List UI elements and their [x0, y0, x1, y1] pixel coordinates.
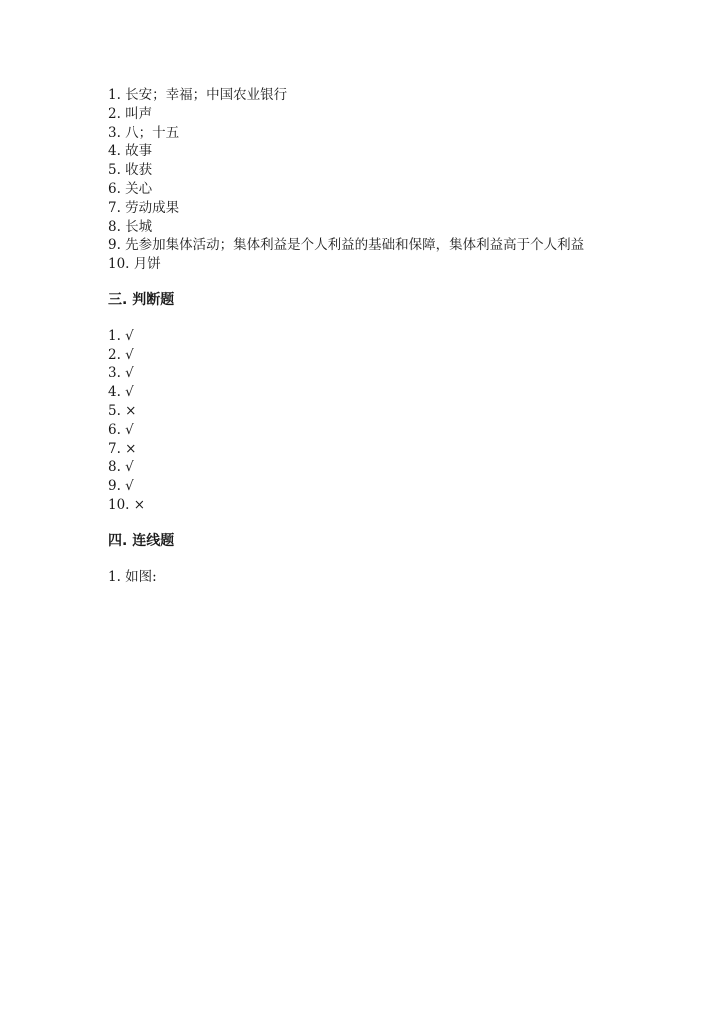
list-item: 10. 月饼	[108, 256, 161, 273]
list-item: 1. √	[108, 327, 134, 344]
list-item: 1. 如图:	[108, 568, 157, 585]
list-item: 9. 先参加集体活动；集体利益是个人利益的基础和保障，集体利益高于个人利益	[108, 237, 585, 254]
list-item: 6. 关心	[108, 180, 153, 197]
matching-answers-list	[108, 568, 608, 587]
list-item: 6. √	[108, 421, 134, 438]
list-item: 4. √	[108, 384, 134, 401]
list-item: 3. 八；十五	[108, 124, 180, 141]
list-item: 4. 故事	[108, 143, 153, 160]
judgment-answers-list	[108, 327, 608, 515]
list-item: 5. 收获	[108, 162, 153, 179]
section-heading-matching: 四. 连线题	[108, 532, 175, 549]
list-item: 2. 叫声	[108, 105, 153, 122]
list-item: 7. ×	[108, 440, 137, 457]
list-item: 2. √	[108, 346, 134, 363]
list-item: 8. √	[108, 459, 134, 476]
fill-in-answers-list	[108, 86, 608, 274]
list-item: 8. 长城	[108, 218, 153, 235]
answer-document	[108, 86, 608, 586]
list-item: 1. 长安；幸福；中国农业银行	[108, 87, 288, 103]
list-item: 7. 劳动成果	[108, 199, 180, 216]
list-item: 9. √	[108, 478, 134, 495]
list-item: 5. ×	[108, 402, 137, 419]
list-item: 3. √	[108, 365, 134, 382]
section-heading-judgment: 三. 判断题	[108, 291, 175, 308]
list-item: 10. ×	[108, 496, 146, 513]
